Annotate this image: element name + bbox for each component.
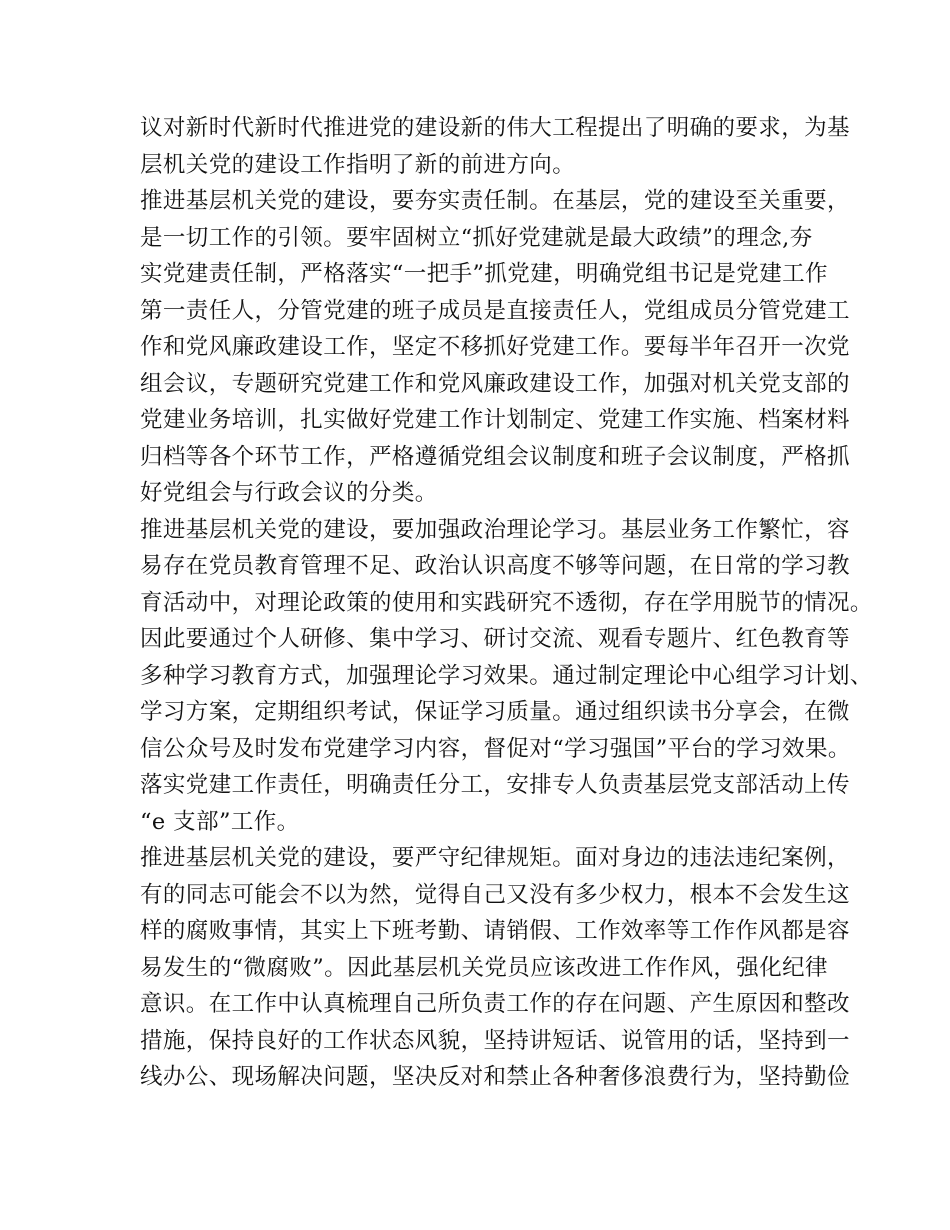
- document-body: [140, 110, 873, 1096]
- text-line: 意识。在工作中认真梳理自己所负责工作的存在问题、产生原因和整改: [140, 991, 850, 1017]
- text-line: 因此要通过个人研修、集中学习、研讨交流、观看专题片、红色教育等: [140, 626, 850, 652]
- text-line: 有的同志可能会不以为然，觉得自己又没有多少权力，根本不会发生这: [140, 881, 850, 908]
- text-line: 推进基层机关党的建设，要加强政治理论学习。基层业务工作繁忙，容: [140, 516, 850, 543]
- text-line: 易存在党员教育管理不足、政治认识高度不够等问题，在日常的学习教: [140, 553, 850, 579]
- text-line: 措施，保持良好的工作状态风貌，坚持讲短话、说管用的话，坚持到一: [140, 1027, 850, 1054]
- text-line: 学习方案，定期组织考试，保证学习质量。通过组织读书分享会，在微: [140, 699, 850, 725]
- text-line: 线办公、现场解决问题，坚决反对和禁止各种奢侈浪费行为，坚持勤俭: [140, 1064, 850, 1090]
- text-line: 党建业务培训，扎实做好党建工作计划制定、党建工作实施、档案材料: [140, 407, 850, 433]
- text-line: 议对新时代新时代推进党的建设新的伟大工程提出了明确的要求，为基: [140, 115, 850, 141]
- text-line: 组会议，专题研究党建工作和党风廉政建设工作，加强对机关党支部的: [140, 370, 850, 397]
- text-line: 层机关党的建设工作指明了新的前进方向。: [140, 151, 576, 178]
- text-line: 样的腐败事情，其实上下班考勤、请销假、工作效率等工作作风都是容: [140, 918, 850, 944]
- text-line: 作和党风廉政建设工作，坚定不移抓好党建工作。要每半年召开一次党: [140, 334, 850, 360]
- text-line: “e 支部”工作。: [140, 808, 300, 835]
- text-line: 多种学习教育方式，加强理论学习效果。通过制定理论中心组学习计划、: [140, 662, 873, 689]
- text-line: 落实党建工作责任，明确责任分工，安排专人负责基层党支部活动上传: [140, 772, 850, 798]
- text-line: 育活动中，对理论政策的使用和实践研究不透彻，存在学用脱节的情况。: [140, 589, 873, 616]
- text-line: 实党建责任制，严格落实“一把手”抓党建，明确党组书记是党建工作: [140, 261, 828, 287]
- text-line: 好党组会与行政会议的分类。: [140, 480, 438, 506]
- text-line: 第一责任人，分管党建的班子成员是直接责任人，党组成员分管党建工: [140, 297, 850, 324]
- text-line: 信公众号及时发布党建学习内容，督促对“学习强国”平台的学习效果。: [140, 735, 851, 762]
- text-line: 推进基层机关党的建设，要严守纪律规矩。面对身边的违法违纪案例，: [140, 845, 850, 871]
- text-line: 易发生的“微腐败”。因此基层机关党员应该改进工作作风，强化纪律: [140, 954, 828, 981]
- text-line: 推进基层机关党的建设，要夯实责任制。在基层，党的建设至关重要，: [140, 188, 850, 214]
- text-line: 是一切工作的引领。要牢固树立“抓好党建就是最大政绩”的理念,夯: [140, 224, 813, 251]
- text-line: 归档等各个环节工作，严格遵循党组会议制度和班子会议制度，严格抓: [140, 443, 850, 470]
